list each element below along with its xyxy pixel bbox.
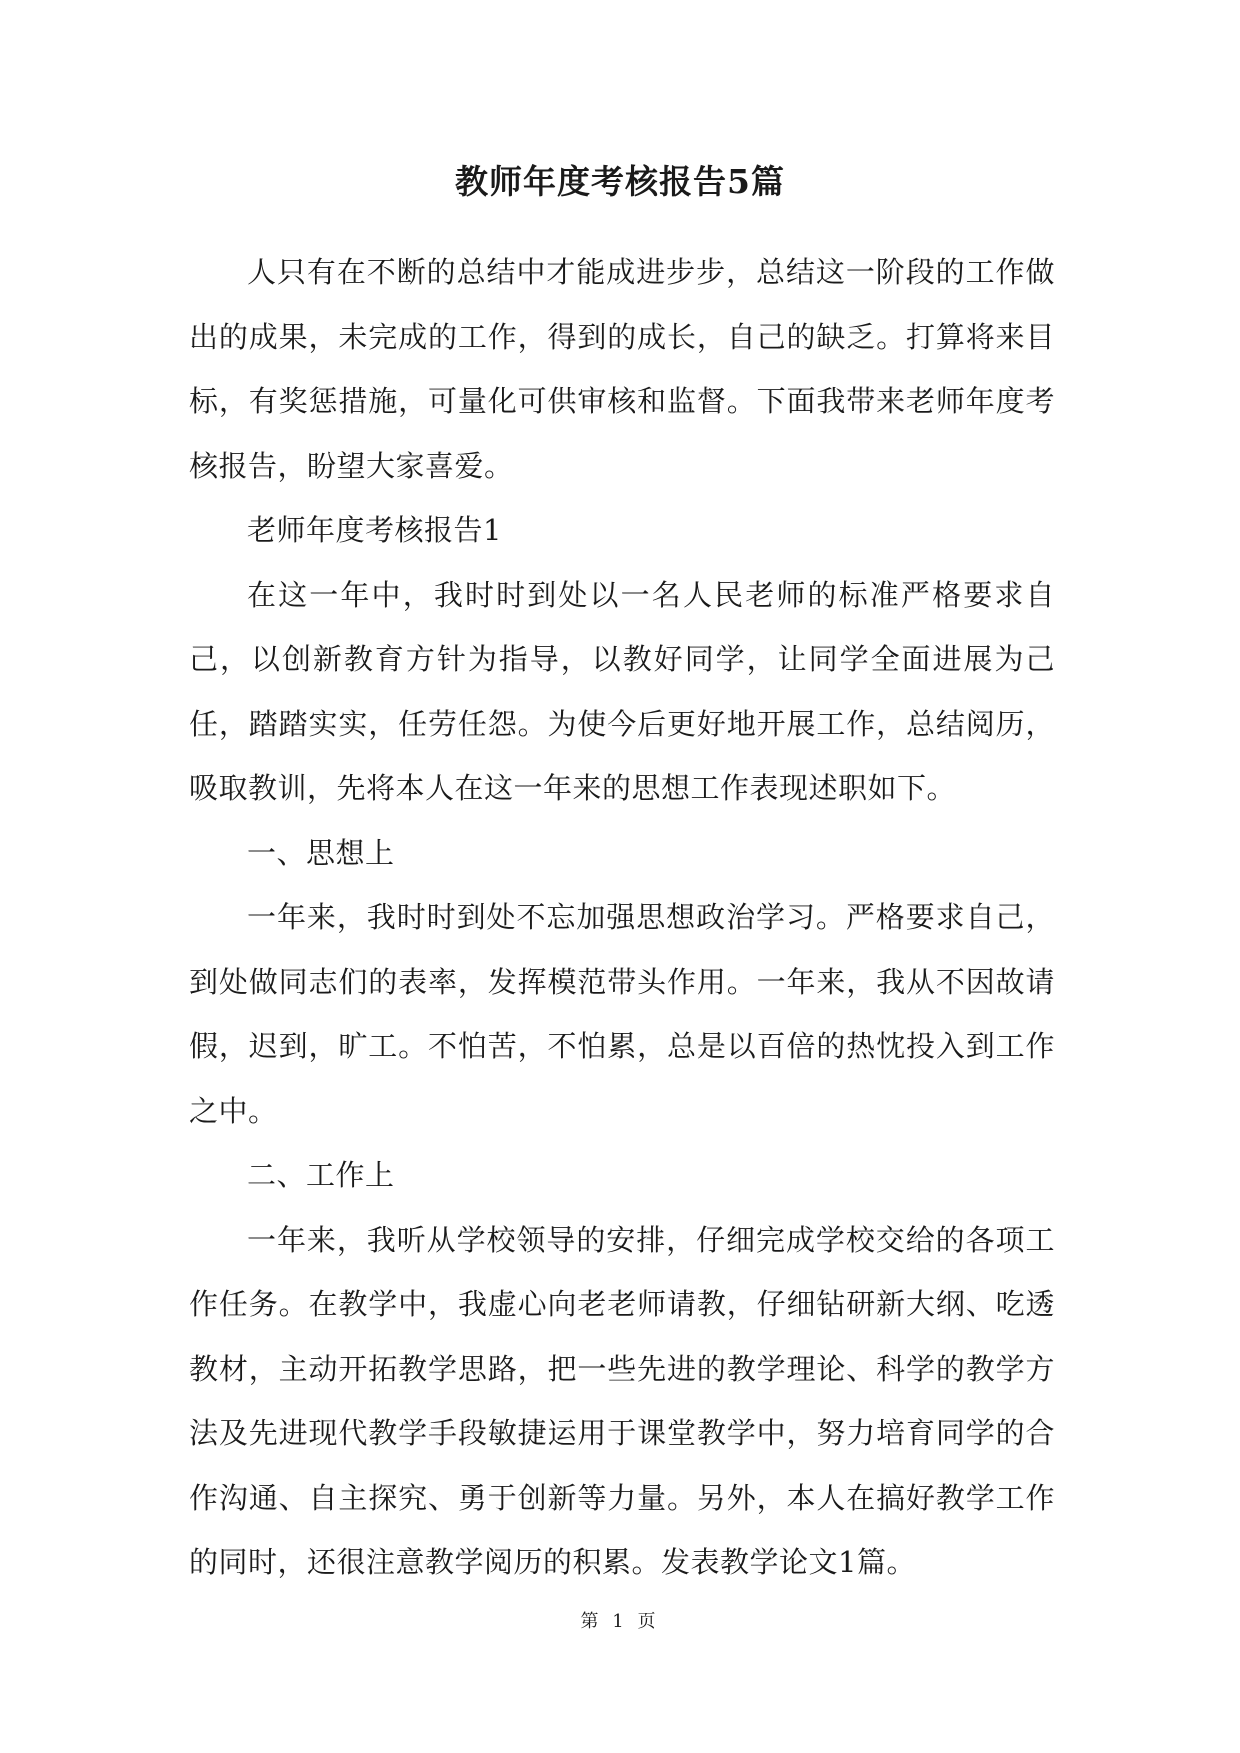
document-body — [189, 240, 1055, 1595]
section-heading-report-1: 老师年度考核报告1 — [247, 513, 502, 547]
paragraph-intro: 人只有在不断的总结中才能成进步步，总结这一阶段的工作做出的成果，未完成的工作，得到的成长，自己的缺乏。打算将来目标，有奖惩措施，可量化可供审核和监督。下面我带来老师年度考核报告，盼望大家喜爱。 — [189, 255, 1055, 483]
paragraph-report-1-intro: 在这一年中，我时时到处以一名人民老师的标准严格要求自己，以创新教育方针为指导，以教好同学，让同学全面进展为己任，踏踏实实，任劳任怨。为使今后更好地开展工作，总结阅历，吸取教训，先将本人在这一年来的思想工作表现述职如下。 — [189, 577, 1055, 805]
page-number: 第 1 页 — [580, 1611, 660, 1632]
paragraph-ideology: 一年来，我时时到处不忘加强思想政治学习。严格要求自己，到处做同志们的表率，发挥模范带头作用。一年来，我从不因故请假，迟到，旷工。不怕苦，不怕累，总是以百倍的热忱投入到工作之中。 — [189, 900, 1055, 1128]
paragraph-work: 一年来，我听从学校领导的安排，仔细完成学校交给的各项工作任务。在教学中，我虚心向老老师请教，仔细钻研新大纲、吃透教材，主动开拓教学思路，把一些先进的教学理论、科学的教学方法及先进现代教学手段敏捷运用于课堂教学中，努力培育同学的合作沟通、自主探究、勇于创新等力量。另外，本人在搞好教学工作的同时，还很注意教学阅历的积累。发表教学论文1篇。 — [189, 1222, 1055, 1579]
document-title: 教师年度考核报告5篇 — [455, 162, 785, 201]
section-heading-ideology: 一、思想上 — [247, 835, 395, 870]
section-heading-work: 二、工作上 — [247, 1158, 395, 1192]
